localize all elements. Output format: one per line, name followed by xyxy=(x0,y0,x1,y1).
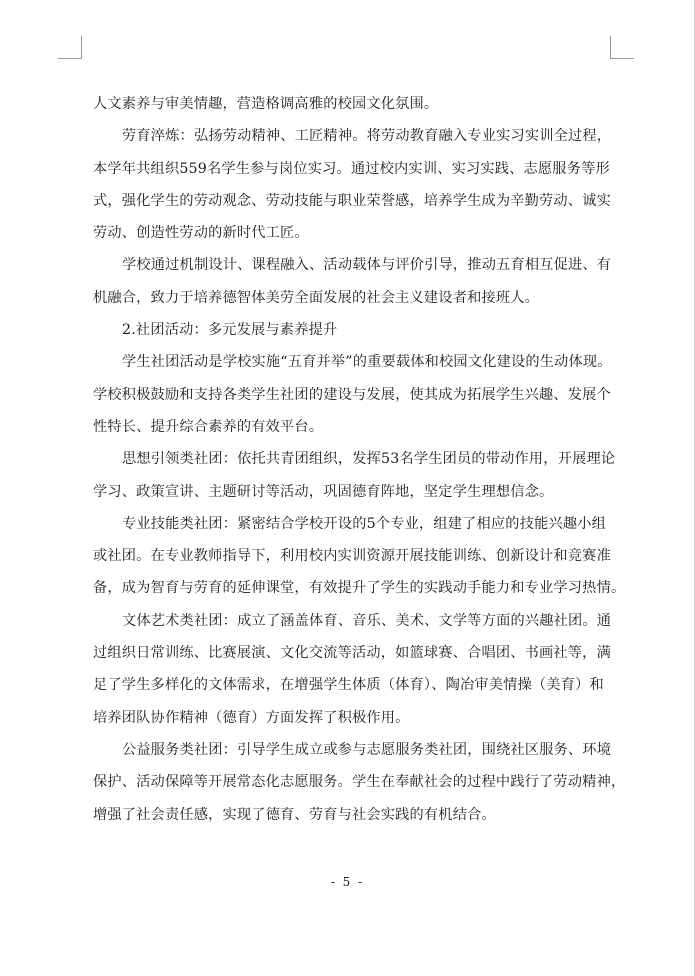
crop-mark-top-left xyxy=(58,58,82,59)
text-line: 学校通过机制设计、课程融入、活动载体与评价引导，推动五育相互促进、有 xyxy=(122,257,612,274)
text-line: 保护、活动保障等开展常态化志愿服务。学生在奉献社会的过程中践行了劳动精神， xyxy=(93,774,626,791)
text-line: 思想引领类社团：依托共青团组织，发挥53名学生团员的带动作用，开展理论 xyxy=(122,451,616,468)
text-line: 学生社团活动是学校实施“五育并举”的重要载体和校园文化建设的生动体现。 xyxy=(122,354,612,371)
crop-mark-top-left xyxy=(81,36,82,59)
text-line: 足了学生多样化的文体需求，在增强学生体质（体育）、陶冶审美情操（美育）和 xyxy=(93,677,604,694)
text-line: 过组织日常训练、比赛展演、文化交流等活动，如篮球赛、合唱团、书画社等，满 xyxy=(93,645,611,662)
body-text xyxy=(93,88,626,831)
text-line: 2.社团活动：多元发展与素养提升 xyxy=(122,322,338,339)
page-number: - 5 - xyxy=(330,875,365,889)
text-line: 机融合，致力于培养德智体美劳全面发展的社会主义建设者和接班人。 xyxy=(93,289,540,306)
text-line: 性特长、提升综合素养的有效平台。 xyxy=(93,418,324,435)
text-line: 劳动、创造性劳动的新时代工匠。 xyxy=(93,225,309,242)
text-line: 人文素养与审美情趣，营造格调高雅的校园文化氛围。 xyxy=(93,96,439,112)
text-line: 学校积极鼓励和支持各类学生社团的建设与发展，使其成为拓展学生兴趣、发展个 xyxy=(93,386,611,403)
text-line: 或社团。在专业教师指导下，利用校内实训资源开展技能训练、创新设计和竞赛准 xyxy=(93,548,611,565)
text-line: 增强了社会责任感，实现了德育、劳育与社会实践的有机结合。 xyxy=(93,806,496,823)
text-line: 专业技能类社团：紧密结合学校开设的5个专业，组建了相应的技能兴趣小组 xyxy=(122,515,607,532)
crop-mark-top-right xyxy=(610,58,634,59)
text-line: 学习、政策宣讲、主题研讨等活动，巩固德育阵地，坚定学生理想信念。 xyxy=(93,483,554,500)
text-line: 培养团队协作精神（德育）方面发挥了积极作用。 xyxy=(93,709,410,726)
text-line: 文体艺术类社团：成立了涵盖体育、音乐、美术、文学等方面的兴趣社团。通 xyxy=(122,612,612,629)
text-line: 公益服务类社团：引导学生成立或参与志愿服务类社团，围绕社区服务、环境 xyxy=(122,741,612,758)
text-line: 式，强化学生的劳动观念、劳动技能与职业荣誉感，培养学生成为辛勤劳动、诚实 xyxy=(93,192,611,209)
text-line: 备，成为智育与劳育的延伸课堂，有效提升了学生的实践动手能力和专业学习热情。 xyxy=(93,580,626,597)
text-line: 本学年共组织559名学生参与岗位实习。通过校内实训、实习实践、志愿服务等形 xyxy=(93,160,610,177)
text-line: 劳育淬炼：弘扬劳动精神、工匠精神。将劳动教育融入专业实习实训全过程， xyxy=(122,128,612,145)
crop-mark-top-right xyxy=(610,36,611,59)
